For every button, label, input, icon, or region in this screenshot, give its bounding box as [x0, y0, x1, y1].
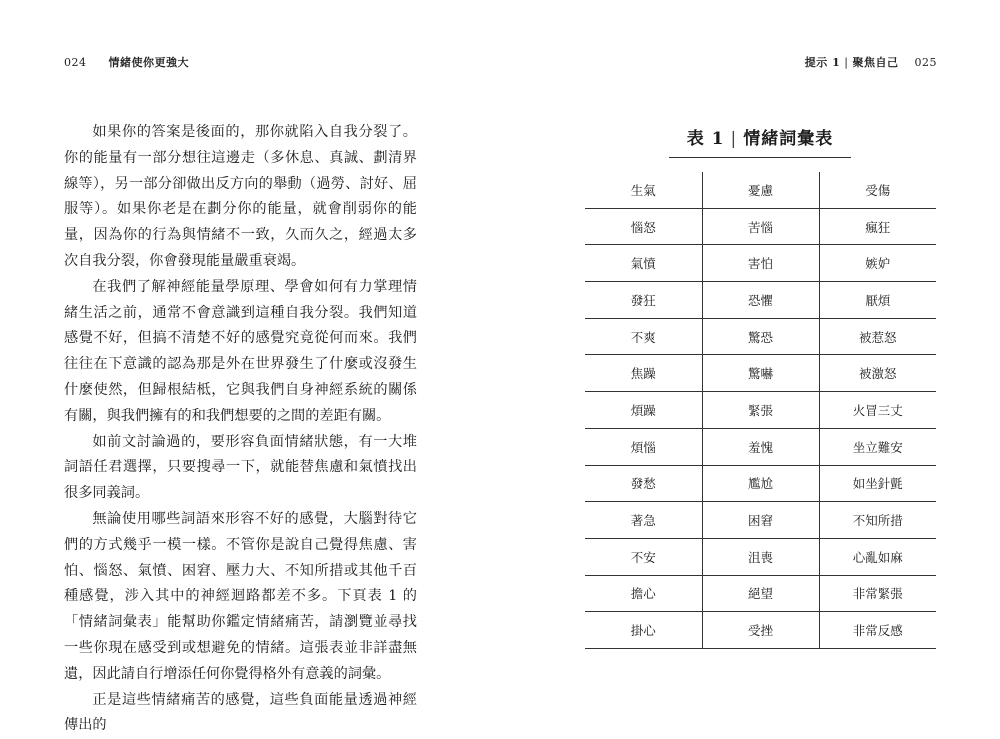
table-cell: 絕望 — [702, 575, 819, 612]
table-row — [585, 172, 936, 208]
table-title — [672, 124, 848, 149]
tip-label: 提示 1 — [804, 56, 841, 69]
table-cell: 非常反感 — [819, 612, 936, 649]
table-cell: 氣憤 — [585, 245, 702, 282]
table-row — [585, 612, 936, 649]
table-cell: 驚恐 — [702, 318, 819, 355]
table-name: 情緒詞彙表 — [743, 129, 834, 149]
table-cell: 不知所措 — [819, 502, 936, 539]
paragraph: 無論使用哪些詞語來形容不好的感覺，大腦對待它們的方式幾乎一模一樣。不管你是說自己覺得焦慮、害怕、惱怒、氣憤、困窘、壓力大、不知所措或其他千百種感覺，涉入其中的神經迴路都差不多。下頁表 1 的「情緒詞彙表」能幫助你鑑定情緒痛苦，請瀏覽並尋找一些你現在感受到或想避免的情緒。這張表並非詳盡無遺，因此請自行增添任何你覺得格外有意義的詞彙。 — [64, 510, 417, 682]
table-body — [585, 172, 936, 648]
table-cell: 憂慮 — [702, 172, 819, 208]
paragraph: 正是這些情緒痛苦的感覺，這些負面能量透過神經傳出的 — [64, 691, 417, 734]
paragraph: 如前文討論過的，要形容負面情緒狀態，有一大堆詞語任君選擇，只要搜尋一下，就能替焦慮和氣憤找出很多同義詞。 — [64, 433, 417, 502]
table-cell: 尷尬 — [702, 465, 819, 502]
emotion-vocabulary-table — [585, 172, 936, 649]
table-cell: 發愁 — [585, 465, 702, 502]
table-cell: 火冒三丈 — [819, 392, 936, 429]
table-label: 表 1 — [686, 129, 725, 149]
table-cell: 擔心 — [585, 575, 702, 612]
table-cell: 坐立難安 — [819, 428, 936, 465]
table-cell: 著急 — [585, 502, 702, 539]
table-cell: 惱怒 — [585, 208, 702, 245]
table-row — [585, 428, 936, 465]
table-cell: 掛心 — [585, 612, 702, 649]
left-page-number: 024 — [64, 56, 87, 69]
right-running-header — [805, 54, 937, 70]
table-cell: 煩惱 — [585, 428, 702, 465]
paragraph: 如果你的答案是後面的，那你就陷入自我分裂了。你的能量有一部分想往這邊走（多休息、真誠、劃清界線等），另一部分卻做出反方向的舉動（過勞、討好、屈服等）。如果你老是在劃分你的能量，就會削弱你的能量，因為你的行為與情緒不一致，久而久之，經過太多次自我分裂，你會發現能量嚴重衰竭。 — [64, 124, 417, 269]
table-row — [585, 208, 936, 245]
table-cell: 心亂如麻 — [819, 538, 936, 575]
table-cell: 害怕 — [702, 245, 819, 282]
table-cell: 羞愧 — [702, 428, 819, 465]
table-cell: 嫉妒 — [819, 245, 936, 282]
chapter-title: 聚焦自己 — [852, 56, 899, 69]
left-running-header — [64, 54, 189, 70]
table-row — [585, 502, 936, 539]
table-row — [585, 318, 936, 355]
table-cell: 緊張 — [702, 392, 819, 429]
table-cell: 發狂 — [585, 282, 702, 319]
table-row — [585, 282, 936, 319]
table-cell: 恐懼 — [702, 282, 819, 319]
table-row — [585, 465, 936, 502]
table-cell: 沮喪 — [702, 538, 819, 575]
table-row — [585, 355, 936, 392]
table-cell: 不爽 — [585, 318, 702, 355]
title-separator: | — [730, 129, 738, 149]
header-separator: | — [844, 56, 849, 69]
book-title: 情緒使你更強大 — [108, 56, 189, 69]
table-cell: 瘋狂 — [819, 208, 936, 245]
table-cell: 苦惱 — [702, 208, 819, 245]
right-page-number: 025 — [914, 56, 937, 69]
table-row — [585, 575, 936, 612]
paragraph: 在我們了解神經能量學原理、學會如何有力掌理情緒生活之前，通常不會意識到這種自我分裂。我們知道感覺不好，但搞不清楚不好的感覺究竟從何而來。我們往往在下意識的認為那是外在世界發生了什麼或沒發生什麼使然，但歸根結柢，它與我們自身神經系統的關係有關，與我們擁有的和我們想要的之間的差距有關。 — [64, 278, 417, 424]
table-cell: 煩躁 — [585, 392, 702, 429]
table-cell: 焦躁 — [585, 355, 702, 392]
left-page-body — [64, 120, 417, 739]
table-cell: 如坐針氈 — [819, 465, 936, 502]
table-row — [585, 392, 936, 429]
table-cell: 被激怒 — [819, 355, 936, 392]
table-cell: 驚嚇 — [702, 355, 819, 392]
table-cell: 被惹怒 — [819, 318, 936, 355]
table-cell: 不安 — [585, 538, 702, 575]
title-underline — [669, 157, 851, 158]
table-cell: 受傷 — [819, 172, 936, 208]
table-cell: 生氣 — [585, 172, 702, 208]
table-cell: 厭煩 — [819, 282, 936, 319]
table-cell: 困窘 — [702, 502, 819, 539]
table-row — [585, 245, 936, 282]
table-cell: 受挫 — [702, 612, 819, 649]
table-row — [585, 538, 936, 575]
table-cell: 非常緊張 — [819, 575, 936, 612]
